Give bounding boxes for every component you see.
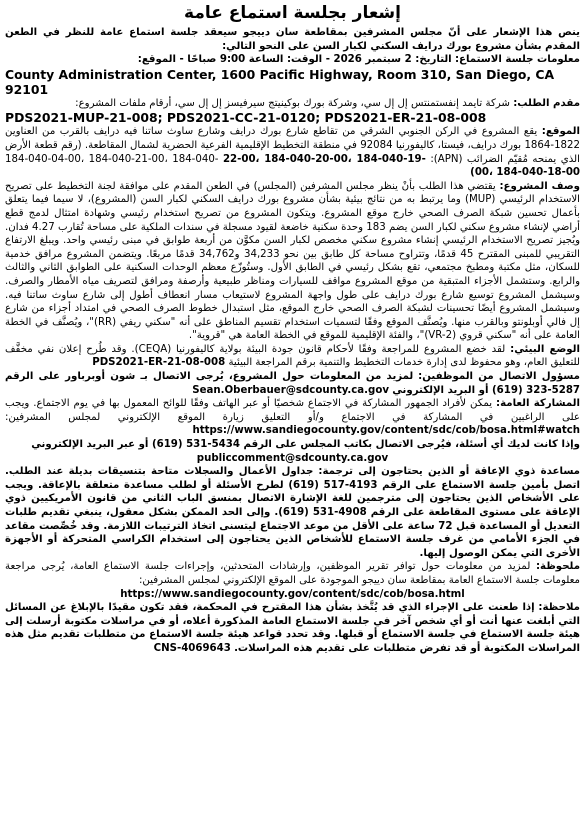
participation-value: يمكن لأفراد الجمهور المشاركة في الاجتماع شخصيًا أو عبر الهاتف وفقًا للوائح المعمول بها في يوم الاجتماع. ويجب على الراغبين في المشاركة في الاجتماع و/أو التعليق زيارة الموقع الإلكتروني لمجلس المشرفين:: [5, 398, 580, 423]
contact-label: مسؤول الاتصال من الموظفين:: [418, 371, 580, 383]
meeting-info-paragraph: [5, 53, 580, 67]
apn-continued: 22-00، 184-040-20-00، 184-040-19-00، 184-040-18-00): [222, 153, 580, 179]
note-label: ملحوظة:: [535, 561, 580, 573]
notice-title: إشعار بجلسة استماع عامة: [184, 3, 401, 23]
contact-paragraph: [5, 370, 580, 397]
environmental-value: لقد خضع المشروع للمراجعة وفقًا لأحكام قانون جودة البيئة بولاية كاليفورنيا (CEQA). وقد طُرح إعلان نفي مخفَّف للتعليق العام، وهو محفوظ لدى إدارة خدمات التخطيط والتنمية برقم المراجعة البيئية: [5, 343, 580, 369]
note-paragraph: [5, 560, 580, 587]
participation-label: المشاركة العامة:: [496, 398, 580, 410]
disability-value: جداول الأعمال والسجلات متاحة بتنسيقات بديلة عند الطلب. اتصل بأمين جلسة الاستماع على الرقم 4193-517 (619) لطرح الأسئلة أو لطلب مساعدة متعلقة بالإعاقة. ويجب على الأشخاص الذين يحتاجون إلى مترجمين للغة الإشارة الاتصال بمنسق الباب الثاني من قانون الأمريكيين ذوي الإعاقة على مستوى المقاطعة على الرقم 4908-531 (619). وإلى الحد الممكن بشكل معقول، ينبغي تقديم طلبات التعديل أو المساعدة قبل 72 ساعة على الأقل من موعد الاجتماع ليتسنى اتخاذ الترتيبات اللازمة. وقد خُصِّصت مقاعد في الجزء الأمامي من غرف جلسة الاستماع للأشخاص الذين يحتاجون إلى استخدام الكراسي المتحركة أو الأجهزة الأخرى التي يمكن الوصول إليها.: [5, 466, 580, 559]
contact-email-link[interactable]: Sean.Oberbauer@sdcounty.ca.gov: [192, 384, 389, 396]
project-file-numbers: PDS2021-MUP-21-008; PDS2021-CC-21-0120; PDS2021-ER-21-08-008: [5, 110, 487, 126]
applicant-value: شركة تايمد إنفستمنتس إل إل سي، وشركة بورك بوكينيتج سيرفيسز إل إل سي، أرقام ملفات المشروع:: [75, 97, 510, 109]
environmental-label: الوضع البيئي:: [510, 343, 580, 355]
note-url-link[interactable]: https://www.sandiegocounty.gov/content/sdc/cob/bosa.html: [120, 588, 465, 600]
environmental-review-number: PDS2021-ER-21-08-008: [92, 357, 226, 369]
meeting-info-value: التاريخ: 2 سبتمبر 2026 - الوقت: الساعة 9:00 صباحًا - الموقع:: [137, 54, 452, 66]
questions-email-link[interactable]: publiccomment@sdcounty.ca.gov: [196, 452, 389, 464]
location-paragraph: [5, 125, 580, 179]
description-label: وصف المشروع:: [499, 180, 580, 192]
meeting-info-label: معلومات جلسة الاستماع:: [454, 54, 580, 66]
participation-url-link[interactable]: https://www.sandiegocounty.gov/content/sdc/cob/bosa.html#watch: [192, 425, 580, 437]
contact-value: لمزيد من المعلومات حول المشروع، يُرجى الاتصال بـ شون أوبرباور على الرقم 5287-323 (619) أو البريد الإلكتروني: [5, 371, 580, 396]
questions-value: وإذا كانت لديك أي أسئلة، فيُرجى الاتصال بكاتب المجلس على الرقم 5434-531 (619) أو عبر البريد الإلكتروني: [31, 439, 580, 451]
intro-paragraph: ينص هذا الإشعار على أنّ مجلس المشرفين بمقاطعة سان دييجو سيعقد جلسة استماع عامة للنظر في الطعن المقدم بشأن مشروع بورك درايف السكني لكبار السن على النحو التالي:: [5, 27, 580, 52]
disability-label: مساعدة ذوي الإعاقة أو الذين يحتاجون إلى ترجمة:: [318, 466, 580, 478]
participation-paragraph: [5, 397, 580, 438]
questions-paragraph: [5, 438, 580, 452]
location-value: يقع المشروع في الركن الجنوبي الشرقي من تقاطع شارع بورك درايف وشارع ساوث ساتنا فيه درايف بالقرب من العناوين 1822-1864 بورك درايف، فيستا، كاليفورنيا 92084 في منطقة التخطيط الإقليمية الفرعية الحضرية لشمال المقاطعة. (رقم قطعة الأرض الذي يمنحه مُقيّم الضرائب (APN): 184-040-04-00، 184-040-21-00، 184-040-: [5, 126, 580, 165]
location-label: الموقع:: [541, 126, 580, 138]
reference-code: CNS-4069643: [153, 642, 231, 654]
meeting-address: County Administration Center, 1600 Pacific Highway, Room 310, San Diego, CA 92101: [5, 66, 555, 97]
warning-value: إذا طعنت على الإجراء الذي قد يُتَّخذ بشأن هذا المقترح في المحكمة، فقد تكون مقيدًا بالإبلاغ عن المسائل التي أبلغت عنها أنت أو أي شخص آخر في جلسة الاستماع العامة المذكورة أعلاه، أو في مراسلات مكتوبة أرسلت إلى هيئة جلسة الاستماع في جلسة الاستماع أو قبلها. وقد تحدد قواعد هيئة جلسة الاستماع من متطلبات تقديم مثل هذه المراسلات المكتوبة أو قد تفرض متطلبات على تقديم هذه المراسلات.: [5, 602, 580, 654]
description-value: يقتضي هذا الطلب بأنْ ينظر مجلس المشرفين (المجلس) في الطعن المقدم على موافقة لجنة التخطيط على تصريح الاستخدام الرئيسي (MUP) وما يرتبط به من نتائج بيئية بشأن مشروع بورك درايف السكني لكبار السن (المشروع)، لا سيما فيما يتعلق بأعمال تحسين شبكة الصرف الصحي خارج موقع المشروع. ويتكون المشروع من تصريح استخدام رئيسي وشهادة امتثال لدمج قطع أراضي لإنشاء مشروع سكني لكبار السن يضم 183 وحدة سكنية خاضعة لقيود مسجلة في سندات الملكية على مساحة تُقارب 4.27 فدان. ويُجيز تصريح الاستخدام الرئيسي إنشاء مشروع سكني مخصص لكبار السن مكوَّن من أربعة طوابق في مبنى رئيسي واحد. ويبلغ الارتفاع التقريبي للمبنى المقترح 45 قدمًا، وتتراوح مساحة كل طابق بين نحو 34,233 و34,762 قدمًا مربعًا. ويتضمن المشروع مرافق خدمية للسكان، مثل مكتبة ومطبخ مجتمعي، تقع بشكل رئيسي في الطابق الأول. وستُوزّع معظم الوحدات السكنية على الطوابق الثاني والثالث والرابع. وستشمل الأجزاء المتبقية من موقع المشروع مواقف للسيارات ومناظر طبيعية وأرصفة ومرافق لتصريف مياه الأمطار والصرف. وسيشمل المشروع توسيع شارع بورك درايف على طول واجهة المشروع لاستيعاب مسار انعطاف أطول إلى شارع ساوث ساتنا فيه. وسيشمل المشروع أيضًا تحسينات لشبكة الصرف الصحي خارج الموقع، مثل استبدال خطوط الصرف الصحي في امتداد أجزاء من شارع إل فالي أوبلونتو وبالقرب منها. ويُصنَّف الموقع وفقًا لتسميات استخدام تقسيم المناطق على أنه "سكني ريفي (RR)"، ويُصنَّف في الخطة العامة على أنه "سكني قروي (VR-2)"، والفئة الإقليمية للموقع في الخطة العامة هي "قروية".: [5, 180, 580, 342]
applicant-paragraph: [5, 97, 580, 111]
warning-label: ملاحظة:: [538, 602, 580, 614]
warning-paragraph: [5, 601, 580, 655]
description-paragraph: [5, 180, 580, 343]
applicant-label: مقدم الطلب:: [513, 97, 580, 109]
note-value: لمزيد من معلومات حول توافر تقرير الموظفين، وإرشادات المتحدثين، وإجراءات جلسة الاستماع العامة، يُرجى مراجعة معلومات جلسة الاستماع العامة بمقاطعة سان دييجو الموجودة على الموقع الإلكتروني لمجلس المشرفين:: [5, 561, 580, 586]
environmental-paragraph: [5, 343, 580, 370]
disability-paragraph: [5, 465, 580, 560]
